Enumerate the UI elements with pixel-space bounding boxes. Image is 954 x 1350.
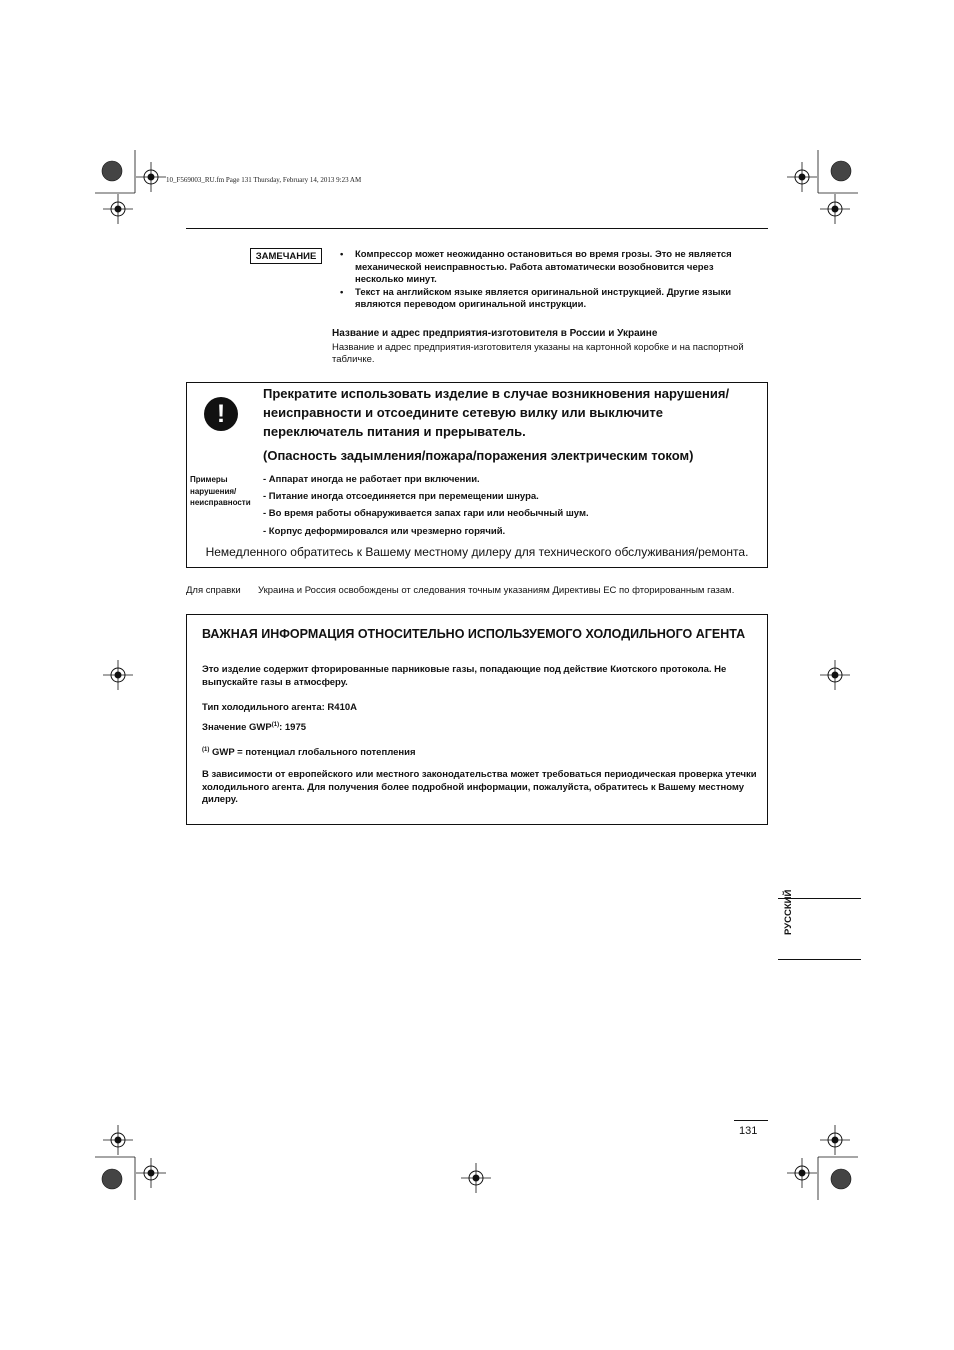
note-list [340,249,760,312]
gwp-value: : 1975 [279,722,307,734]
language-tab-label: РУССКИЙ [783,889,794,935]
page-number-rule [734,1120,768,1121]
refrigerant-intro: Это изделие содержит фторированные парниковые газы, попадающие под действие Киотского протокола. Не выпускайте газы в атмосферу. [202,664,727,688]
gwp-label: Значение GWP [202,722,272,734]
warning-footer: Немедленного обратитесь к Вашему местному дилеру для технического обслуживания/ремонта. [205,545,749,559]
footnote-text: GWP = потенциал глобального потепления [209,747,416,759]
warning-item: - Корпус деформировался или чрезмерно горячий. [263,525,506,537]
footnote-mark: (1) [202,747,210,753]
manufacturer-body: Название и адрес предприятия-изготовителя указаны на картонной коробке и на паспортной табличке. [332,342,744,365]
warning-item: - Питание иногда отсоединяется при перемещении шнура. [263,491,539,503]
reference-label: Для справки [186,585,241,596]
page-number: 131 [739,1125,758,1137]
manufacturer-title: Название и адрес предприятия-изготовителя в России и Украине [332,328,658,339]
note-label: ЗАМЕЧАНИЕ [250,248,322,264]
note-item: • Текст на английском языке является оригинальной инструкцией. Другие языки являются переводом оригинальной инструкции. [340,287,760,312]
reference-text: Украина и Россия освобождены от следования точным указаниям Директивы ЕС по фторированным газам. [258,585,735,596]
note-item: • Компрессор может неожиданно остановиться во время грозы. Это не является механической неисправностью. Работа автоматически возобновится через несколько минут. [340,249,760,287]
refrigerant-gwp [202,719,762,735]
warning-list [263,474,743,543]
top-rule [186,228,768,229]
gwp-superscript: (1) [271,722,280,728]
warning-side-label: Примеры нарушения/ неисправности [190,475,251,507]
warning-item: - Во время работы обнаруживается запах гари или необычный шум. [263,508,589,520]
warning-subtitle: (Опасность задымления/пожара/поражения электрическим током) [263,448,694,463]
file-info-header: 10_F569003_RU.fm Page 131 Thursday, February 14, 2013 9:23 AM [166,176,362,184]
refrigerant-footnote [202,744,762,760]
refrigerant-title: ВАЖНАЯ ИНФОРМАЦИЯ ОТНОСИТЕЛЬНО ИСПОЛЬЗУЕМОГО ХОЛОДИЛЬНОГО АГЕНТА [202,627,746,641]
warning-title: Прекратите использовать изделие в случае возникновения нарушения/ неисправности и отсоедините сетевую вилку или выключите переключатель питания и прерыватель. [263,386,730,439]
refrigerant-type: Тип холодильного агента: R410A [202,702,357,713]
warning-item: - Аппарат иногда не работает при включении. [263,474,480,485]
refrigerant-closing: В зависимости от европейского или местного законодательства может требоваться периодическая проверка утечки холодильного агента. Для получения более подробной информации, пожалуйста, обратитесь к Вашему местному дилеру. [202,769,757,805]
exclamation-icon: ! [204,397,238,431]
